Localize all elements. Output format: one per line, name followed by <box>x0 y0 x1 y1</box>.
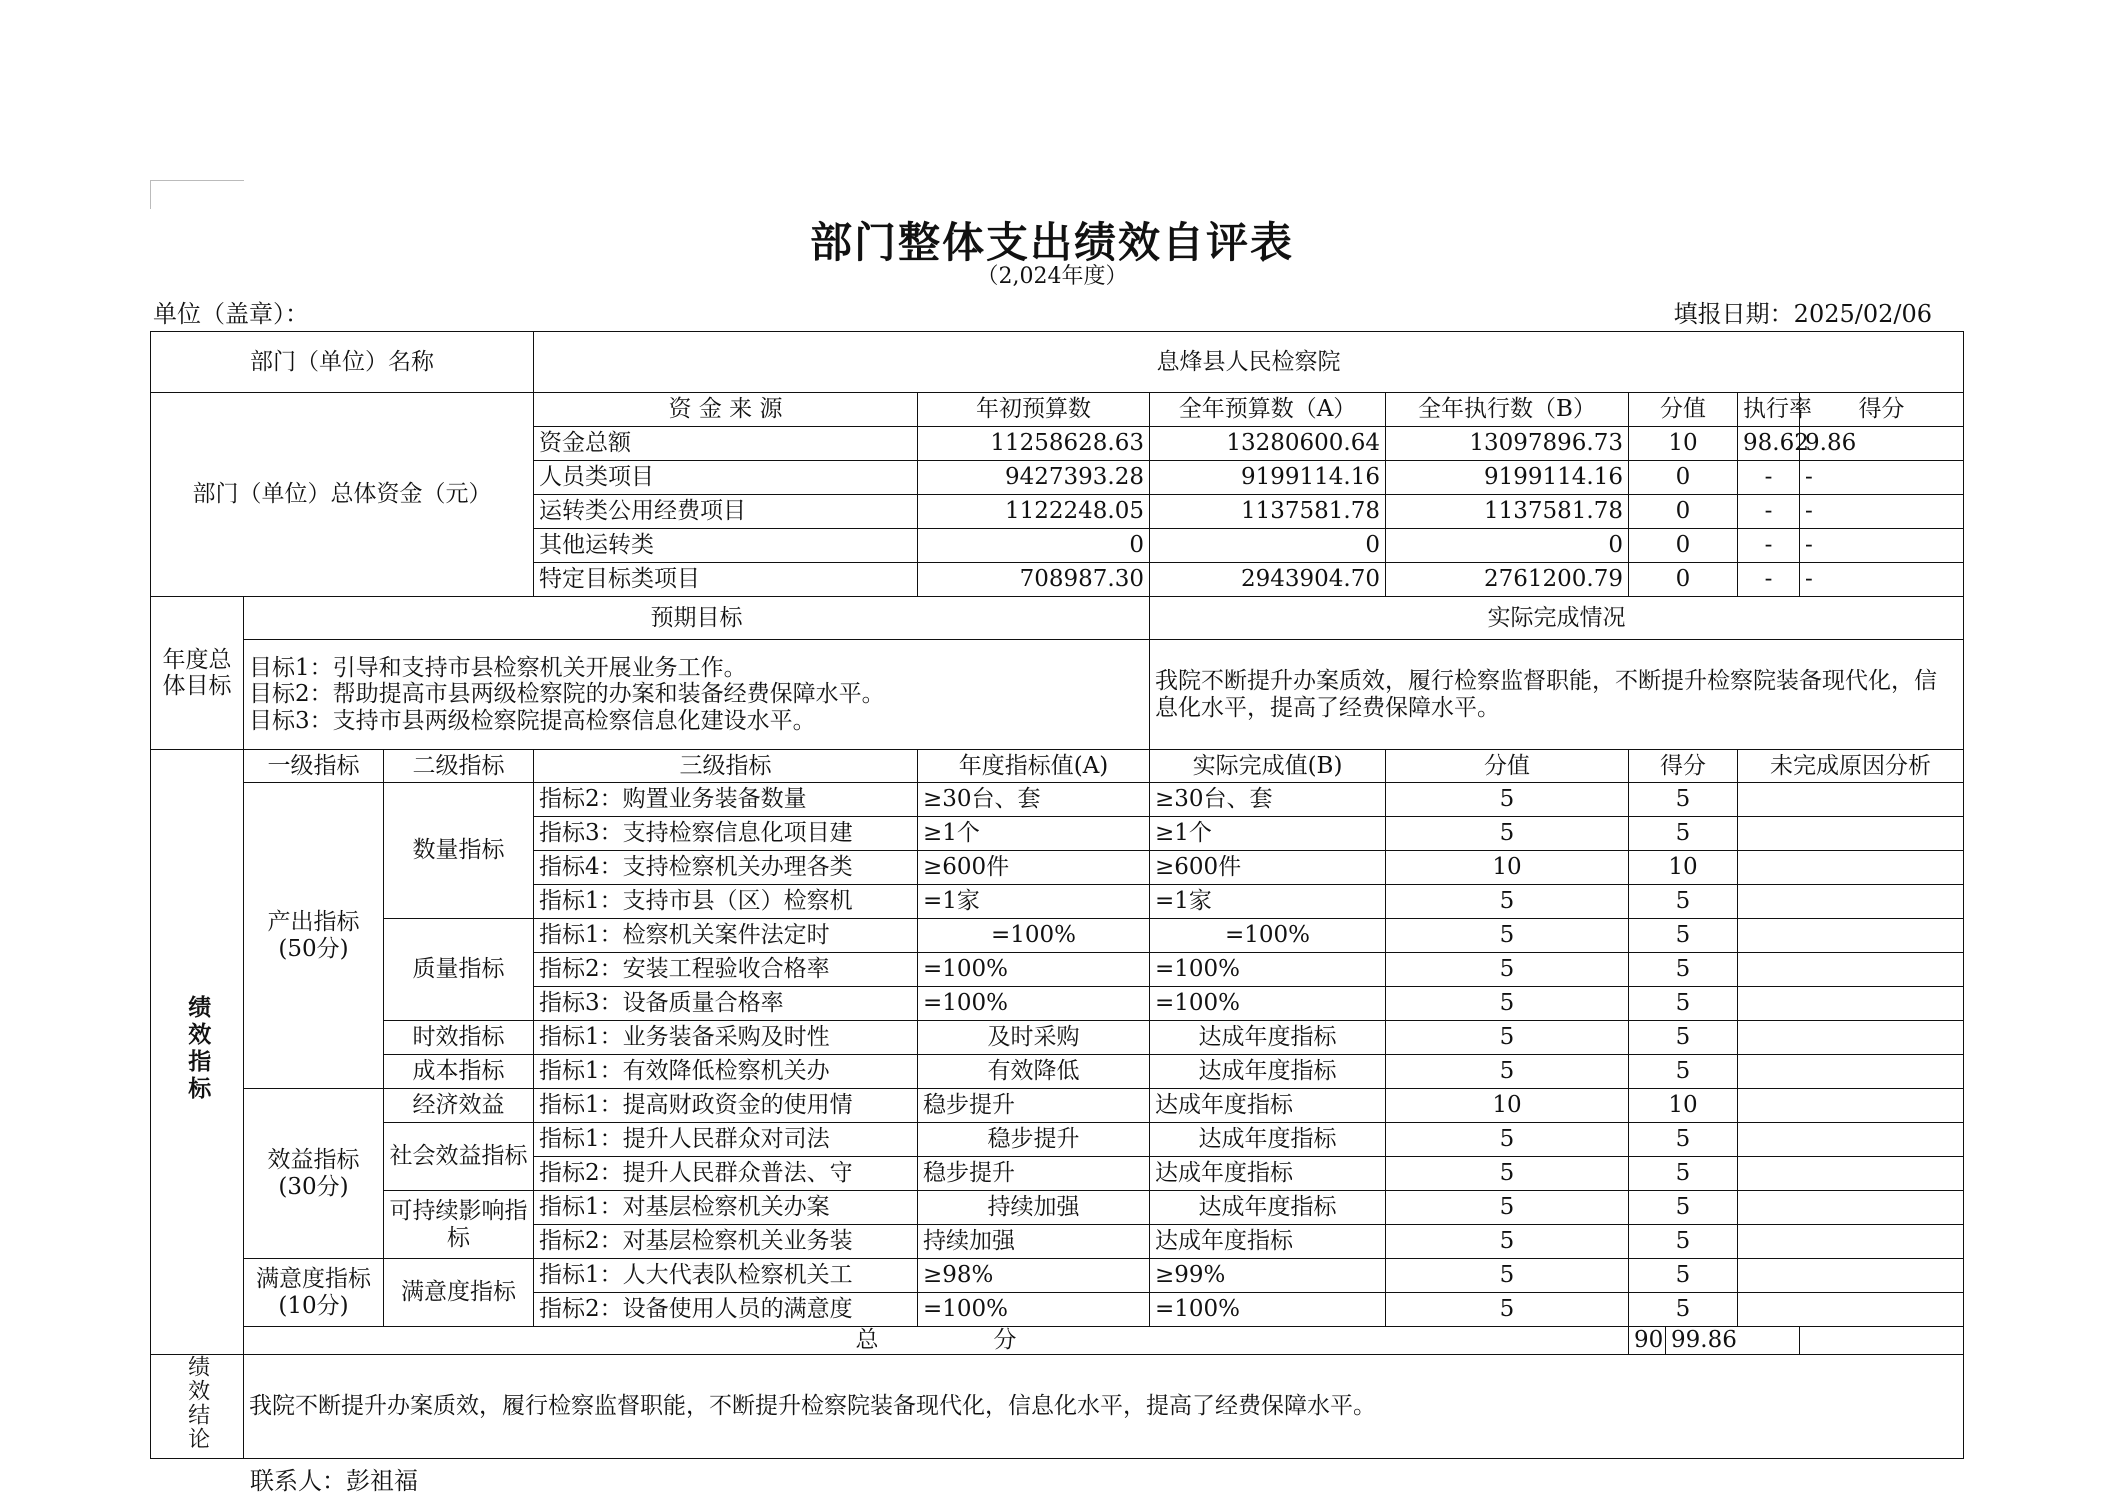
perf-header-actual: 实际完成值(B) <box>1150 750 1386 783</box>
perf-row: 产出指标(50分) 数量指标 指标2：购置业务装备数量 ≥30台、套 ≥30台、套 5 5 <box>151 783 1964 817</box>
perf-l2-satisfaction: 满意度指标 <box>384 1259 534 1327</box>
perf-row: 指标3：支持检察信息化项目建 ≥1个 ≥1个 5 5 <box>151 817 1964 851</box>
perf-l2-timeliness: 时效指标 <box>384 1021 534 1055</box>
conclusion-text: 我院不断提升办案质效，履行检察监督职能，不断提升检察院装备现代化，信息化水平，提高了经费保障水平。 <box>244 1355 1964 1459</box>
funds-row: 运转类公用经费项目 1122248.05 1137581.78 1137581.78 0 - - <box>151 495 1964 529</box>
corner-mark <box>150 180 244 209</box>
perf-l2-sustainable: 可持续影响指标 <box>384 1191 534 1259</box>
evaluation-table <box>150 331 1964 1459</box>
funds-row: 其他运转类 0 0 0 0 - - <box>151 529 1964 563</box>
perf-row: 社会效益指标 指标1：提升人民群众对司法 稳步提升 达成年度指标 5 5 <box>151 1123 1964 1157</box>
perf-row: 效益指标(30分) 经济效益 指标1：提高财政资金的使用情 稳步提升 达成年度指标 10 10 <box>151 1089 1964 1123</box>
perf-row: 成本指标 指标1：有效降低检察机关办 有效降低 达成年度指标 5 5 <box>151 1055 1964 1089</box>
contact-person: 联系人：彭祖福 <box>250 1467 418 1495</box>
perf-row: 时效指标 指标1：业务装备采购及时性 及时采购 达成年度指标 5 5 <box>151 1021 1964 1055</box>
perf-label: 绩效指标 <box>151 750 244 1355</box>
perf-row: 指标4：支持检察机关办理各类 ≥600件 ≥600件 10 10 <box>151 851 1964 885</box>
total-score-value: 90 <box>1629 1327 1666 1355</box>
perf-header-l2: 二级指标 <box>384 750 534 783</box>
funds-header-executed: 全年执行数（B） <box>1386 393 1629 427</box>
perf-row: 指标3：设备质量合格率 =100% =100% 5 5 <box>151 987 1964 1021</box>
perf-l2-economic: 经济效益 <box>384 1089 534 1123</box>
total-score: 99.86 <box>1666 1327 1800 1355</box>
unit-label: 单位（盖章）： <box>153 300 309 328</box>
page-title: 部门整体支出绩效自评表 <box>809 218 1294 267</box>
perf-header-l3: 三级指标 <box>534 750 918 783</box>
goals-actual-header: 实际完成情况 <box>1150 597 1964 640</box>
goals-expected-header: 预期目标 <box>244 597 1150 640</box>
perf-header-reason: 未完成原因分析 <box>1738 750 1964 783</box>
perf-l2-quality: 质量指标 <box>384 919 534 1021</box>
goals-actual: 我院不断提升办案质效，履行检察监督职能，不断提升检察院装备现代化，信息化水平，提高了经费保障水平。 <box>1150 640 1964 750</box>
funds-header-rate: 执行率 <box>1738 393 1800 427</box>
perf-row: 质量指标 指标1：检察机关案件法定时 =100% =100% 5 5 <box>151 919 1964 953</box>
funds-row: 人员类项目 9427393.28 9199114.16 9199114.16 0 - - <box>151 461 1964 495</box>
fill-date: 填报日期：2025/02/06 <box>1673 300 1932 328</box>
goals-label: 年度总体目标 <box>151 597 244 750</box>
perf-l1-satisfaction: 满意度指标(10分) <box>244 1259 384 1327</box>
perf-row: 指标1：支持市县（区）检察机 =1家 =1家 5 5 <box>151 885 1964 919</box>
perf-row: 指标2：提升人民群众普法、守 稳步提升 达成年度指标 5 5 <box>151 1157 1964 1191</box>
funds-header-initial: 年初预算数 <box>918 393 1150 427</box>
perf-header-target: 年度指标值(A) <box>918 750 1150 783</box>
funds-row: 资金总额 11258628.63 13280600.64 13097896.73 10 98.62 9.86 <box>151 427 1964 461</box>
perf-row: 可持续影响指标 指标1：对基层检察机关办案 持续加强 达成年度指标 5 5 <box>151 1191 1964 1225</box>
perf-row: 指标2：对基层检察机关业务装 持续加强 达成年度指标 5 5 <box>151 1225 1964 1259</box>
funds-header-annual: 全年预算数（A） <box>1150 393 1386 427</box>
funds-header-score-value: 分值 <box>1629 393 1738 427</box>
perf-l2-quantity: 数量指标 <box>384 783 534 919</box>
dept-name-label: 部门（单位）名称 <box>151 332 534 393</box>
conclusion-label: 绩效结论 <box>151 1355 244 1459</box>
perf-row: 指标2：设备使用人员的满意度 =100% =100% 5 5 <box>151 1293 1964 1327</box>
perf-l1-output: 产出指标(50分) <box>244 783 384 1089</box>
funds-label: 部门（单位）总体资金（元） <box>151 393 534 597</box>
perf-l2-social: 社会效益指标 <box>384 1123 534 1191</box>
perf-l2-cost: 成本指标 <box>384 1055 534 1089</box>
perf-row: 满意度指标(10分) 满意度指标 指标1：人大代表队检察机关工 ≥98% ≥99% 5 5 <box>151 1259 1964 1293</box>
perf-header-l1: 一级指标 <box>244 750 384 783</box>
page-subtitle: （2,024年度） <box>976 264 1128 289</box>
dept-name-value: 息烽县人民检察院 <box>534 332 1964 393</box>
perf-l1-benefit: 效益指标(30分) <box>244 1089 384 1259</box>
funds-row: 特定目标类项目 708987.30 2943904.70 2761200.79 0 - - <box>151 563 1964 597</box>
goals-expected: 目标1：引导和支持市县检察机关开展业务工作。 目标2：帮助提高市县两级检察院的办案和装备经费保障水平。 目标3：支持市县两级检察院提高检察信息化建设水平。 <box>244 640 1150 750</box>
funds-header-source: 资 金 来 源 <box>534 393 918 427</box>
perf-header-score-value: 分值 <box>1386 750 1629 783</box>
funds-header-score: 得分 <box>1800 393 1964 427</box>
total-label: 总 分 <box>244 1327 1629 1355</box>
perf-header-score: 得分 <box>1629 750 1738 783</box>
perf-row: 指标2：安装工程验收合格率 =100% =100% 5 5 <box>151 953 1964 987</box>
